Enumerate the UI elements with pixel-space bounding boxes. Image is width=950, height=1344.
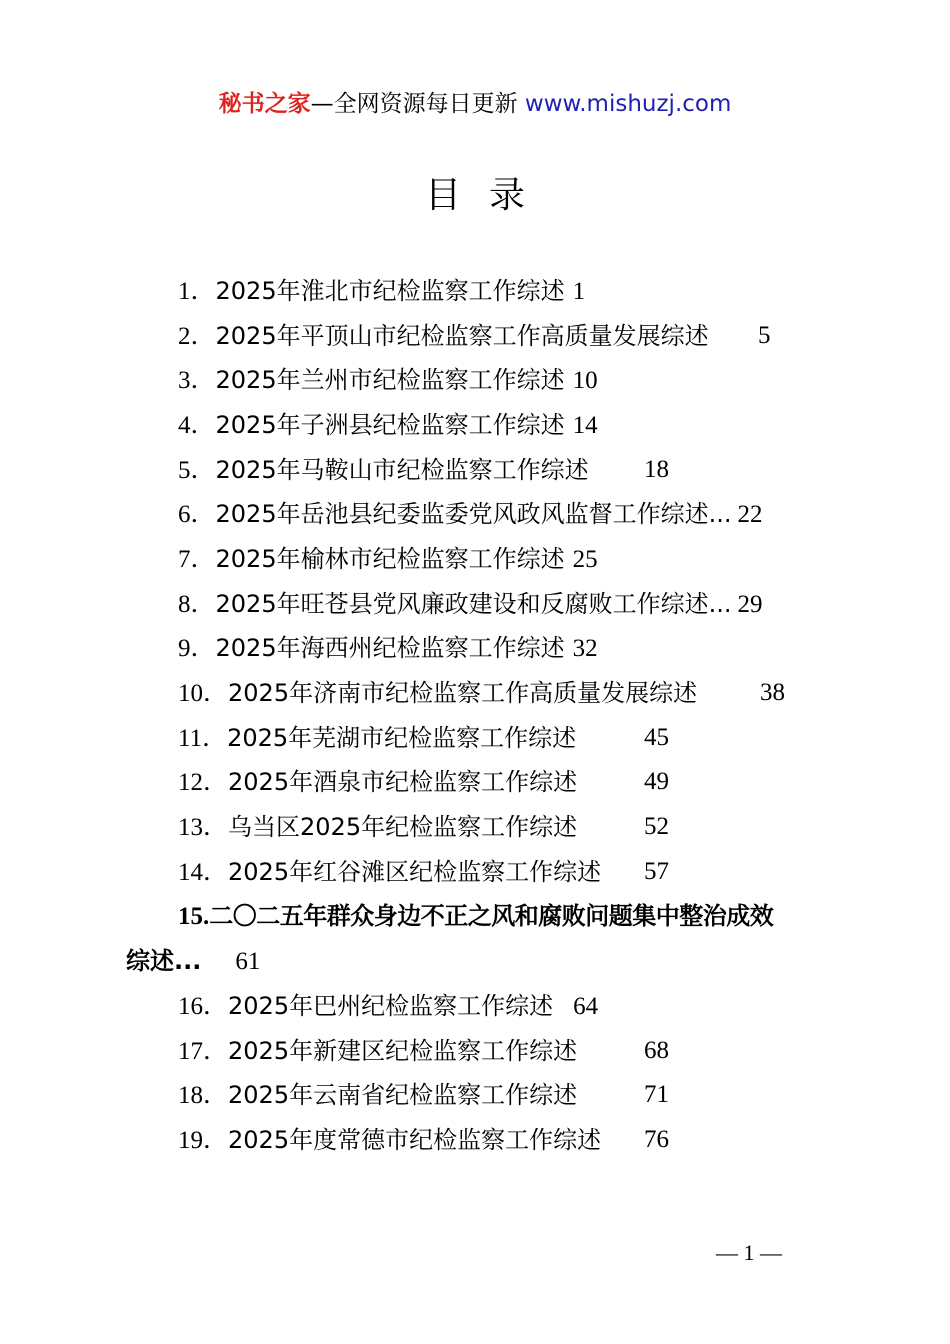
entry-number: 18． (178, 1082, 229, 1109)
entry-title: 2025年榆林市纪检监察工作综述 (215, 545, 565, 573)
entry-title: 2025年度常德市纪检监察工作综述 (228, 1126, 602, 1154)
entry-page: 14 (572, 412, 598, 439)
page-number: — 1 — (716, 1240, 782, 1265)
entry-number: 19． (178, 1127, 229, 1154)
entry-page: 38 (760, 679, 785, 706)
banner-slogan: —全网资源每日更新 (310, 91, 525, 117)
entry-number: 9． (178, 635, 216, 662)
entry-title: 2025年子洲县纪检监察工作综述 (215, 411, 565, 439)
toc-entry[interactable] (178, 364, 598, 397)
brand-name: 秘书之家 (218, 91, 311, 117)
toc-entry[interactable] (178, 766, 798, 799)
toc-entry[interactable] (178, 856, 798, 889)
entry-number: 11． (178, 725, 228, 752)
entry-number: 16． (178, 993, 229, 1020)
toc-entry[interactable] (178, 1124, 798, 1157)
entry-number: 5． (178, 457, 216, 484)
toc-entry[interactable] (178, 454, 798, 487)
entry-number: 2． (178, 323, 216, 350)
entry-title: 2025年新建区纪检监察工作综述 (228, 1037, 578, 1065)
toc-entry-continuation[interactable] (126, 945, 260, 978)
toc-entry[interactable] (178, 1035, 798, 1068)
toc-entry[interactable] (178, 811, 798, 844)
toc-entry[interactable] (178, 722, 798, 755)
entry-title: 2025年巴州纪检监察工作综述 (228, 992, 554, 1020)
entry-page: 68 (644, 1037, 669, 1064)
entry-title: 2025年兰州市纪检监察工作综述 (215, 366, 565, 394)
entry-number: 13． (178, 814, 229, 841)
entry-page: 45 (644, 724, 669, 751)
entry-title: 2025年海西州纪检监察工作综述 (215, 634, 565, 662)
entry-number: 7． (178, 546, 216, 573)
entry-page: 61 (235, 948, 261, 975)
entry-title: 2025年酒泉市纪检监察工作综述 (228, 768, 578, 796)
entry-title: 2025年马鞍山市纪检监察工作综述 (215, 456, 589, 484)
entry-page: 18 (644, 456, 669, 483)
toc-entry[interactable] (178, 632, 598, 665)
entry-number: 17． (178, 1038, 229, 1065)
entry-number: 15. (178, 903, 210, 930)
toc-entry[interactable] (178, 409, 598, 442)
entry-page: 29 (737, 591, 763, 618)
entry-page: 64 (573, 993, 599, 1020)
entry-page: 1 (572, 278, 586, 305)
entry-page: 32 (572, 635, 598, 662)
entry-title: 2025年红谷滩区纪检监察工作综述 (228, 858, 602, 886)
toc-entry[interactable] (178, 990, 598, 1023)
entry-number: 4． (178, 412, 216, 439)
toc-entry[interactable] (178, 275, 585, 308)
toc-entry[interactable] (178, 543, 598, 576)
entry-page: 52 (644, 813, 669, 840)
entry-number: 14． (178, 859, 229, 886)
toc-entry[interactable] (178, 677, 798, 710)
toc-title: 目录 (424, 175, 553, 216)
toc-entry-highlight[interactable] (178, 900, 773, 933)
toc-entry[interactable] (178, 320, 798, 353)
entry-number: 12． (178, 769, 229, 796)
entry-number: 3． (178, 367, 216, 394)
entry-title-continuation: 综述... (126, 947, 202, 975)
entry-title: 2025年岳池县纪委监委党风政风监督工作综述... (215, 500, 732, 528)
entry-page: 76 (644, 1126, 669, 1153)
entry-page: 25 (572, 546, 598, 573)
entry-page: 5 (758, 322, 771, 349)
entry-title: 2025年平顶山市纪检监察工作高质量发展综述 (215, 322, 709, 350)
site-url[interactable]: www.mishuzj.com (524, 91, 732, 117)
entry-title: 2025年芜湖市纪检监察工作综述 (227, 724, 577, 752)
entry-title: 2025年济南市纪检监察工作高质量发展综述 (228, 679, 698, 707)
entry-page: 22 (737, 501, 763, 528)
entry-title: 2025年旺苍县党风廉政建设和反腐败工作综述... (215, 590, 732, 618)
entry-title: 乌当区2025年纪检监察工作综述 (228, 813, 578, 841)
entry-page: 57 (644, 858, 669, 885)
entry-title: 二〇二五年群众身边不正之风和腐败问题集中整治成效 (209, 902, 774, 930)
entry-number: 8． (178, 591, 216, 618)
entry-number: 6． (178, 501, 216, 528)
entry-number: 10． (178, 680, 229, 707)
toc-entry[interactable] (178, 588, 762, 621)
toc-entry[interactable] (178, 1079, 798, 1112)
entry-title: 2025年云南省纪检监察工作综述 (228, 1081, 578, 1109)
entry-page: 10 (572, 367, 598, 394)
entry-title: 2025年淮北市纪检监察工作综述 (215, 277, 565, 305)
entry-page: 49 (644, 768, 669, 795)
toc-entry[interactable] (178, 498, 762, 531)
entry-page: 71 (644, 1081, 669, 1108)
entry-number: 1． (178, 278, 216, 305)
